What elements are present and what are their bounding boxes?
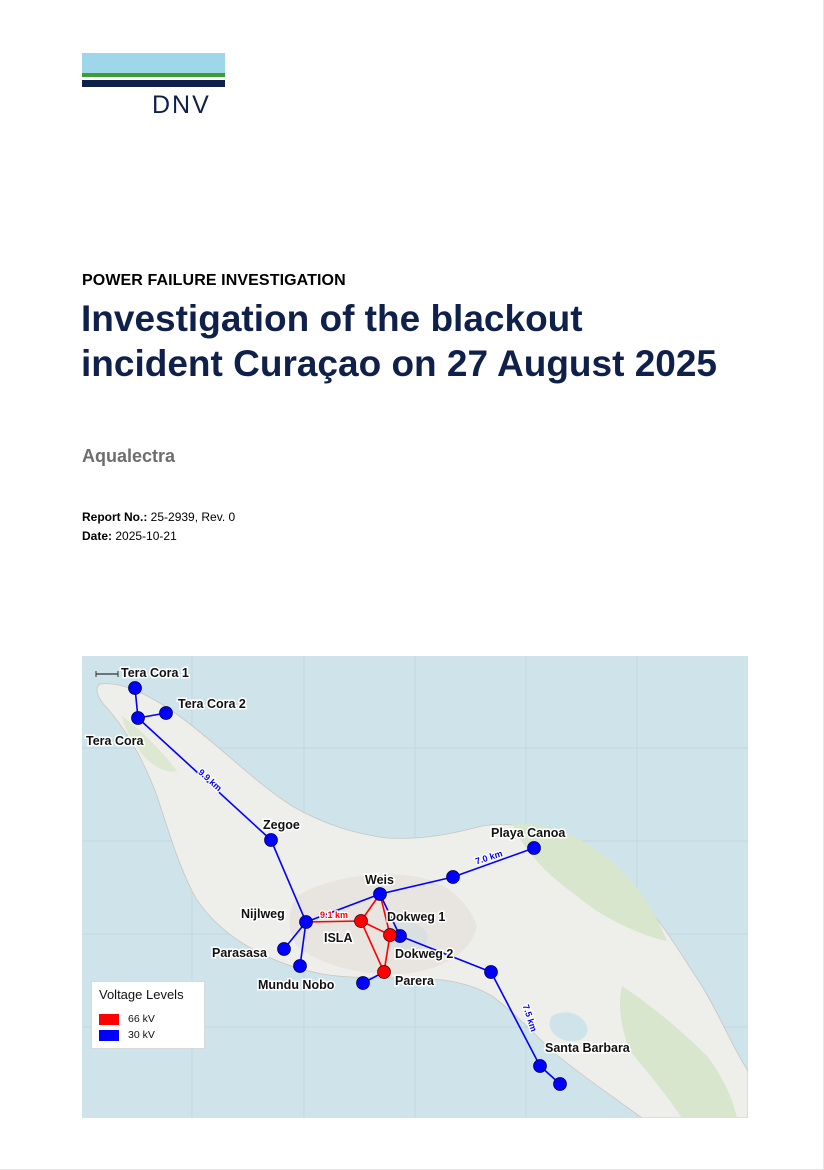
legend-swatch-30kv [99,1030,119,1041]
distance-label-dokweg-santa-barbara: 7.5 km [520,1003,539,1033]
station-tera-cora[interactable] [132,712,145,725]
logo-wordmark: DNV [152,91,211,119]
station-isla[interactable] [355,915,368,928]
grid-map [82,656,748,1118]
legend-item-66kv [99,1011,204,1027]
legend-swatch-66kv [99,1014,119,1025]
label-dokweg-1: Dokweg 1 [387,910,446,924]
label-weis: Weis [365,873,394,887]
label-tera-cora-2: Tera Cora 2 [178,697,246,711]
client-name: Aqualectra [82,446,176,466]
map-legend [91,981,205,1049]
label-santa-barbara: Santa Barbara [545,1041,630,1055]
legend-item-30kv [99,1027,204,1043]
station-nijlweg[interactable] [300,916,313,929]
station-santa-barbara[interactable] [534,1060,547,1073]
station-santa-barbara-south[interactable] [554,1078,567,1091]
station-tera-cora-1[interactable] [129,682,142,695]
label-parasasa: Parasasa [212,946,267,960]
station-playa-canoa[interactable] [528,842,541,855]
label-playa-canoa: Playa Canoa [491,826,566,840]
label-parera: Parera [395,974,434,988]
legend-label-66kv: 66 kV [128,1013,155,1025]
logo-band-light [82,53,225,73]
station-weis-east[interactable] [447,871,460,884]
station-dokweg-2-east[interactable] [485,966,498,979]
distance-label-weis-playa-canoa: 7.0 km [474,848,504,867]
report-number-label: Report No.: [82,510,148,524]
station-mundu-nobo[interactable] [357,977,370,990]
report-title: Investigation of the blackout incident Curaçao on 27 August 2025 [81,298,718,384]
report-date [82,529,177,543]
report-date-value: 2025-10-21 [115,529,177,543]
label-tera-cora-1: Tera Cora 1 [121,666,189,680]
station-tera-cora-2[interactable] [160,707,173,720]
station-weis[interactable] [374,888,387,901]
label-isla: ISLA [324,931,353,945]
legend-title: Voltage Levels [99,987,184,1002]
station-parera[interactable] [378,966,391,979]
distance-label-nijlweg-isla: 9.1 km [320,910,349,920]
label-mundu-nobo: Mundu Nobo [258,978,335,992]
station-zegoe[interactable] [265,834,278,847]
station-mundu-nobo-west[interactable] [294,960,307,973]
distance-label-tera-cora-zegoe: 9.9 km [196,767,224,794]
station-parasasa[interactable] [278,943,291,956]
label-zegoe: Zegoe [263,818,300,832]
report-category: POWER FAILURE INVESTIGATION [82,272,346,289]
report-number-value: 25-2939, Rev. 0 [150,510,236,524]
label-tera-cora: Tera Cora [86,734,144,748]
logo-band-navy [82,80,225,87]
report-date-label: Date: [82,529,113,543]
label-nijlweg: Nijlweg [241,907,285,921]
report-number [82,510,235,524]
station-dokweg-1[interactable] [384,929,397,942]
dnv-logo [82,53,225,119]
label-dokweg-2: Dokweg 2 [395,947,454,961]
legend-label-30kv: 30 kV [128,1029,155,1041]
